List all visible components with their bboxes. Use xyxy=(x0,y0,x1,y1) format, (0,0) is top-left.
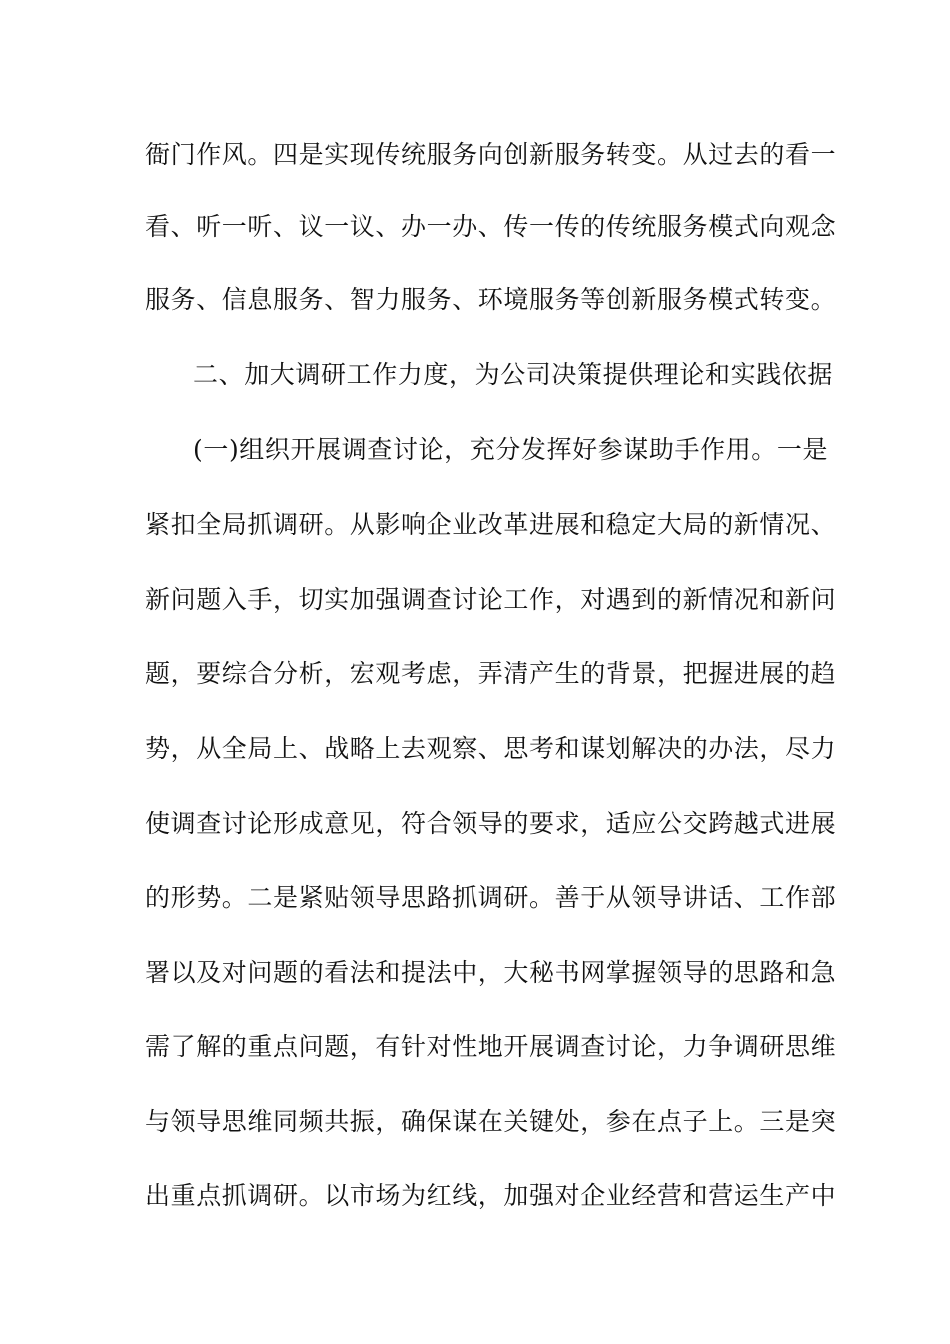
text-line-12: 署以及对问题的看法和提法中，大秘书网掌握领导的思路和急 xyxy=(145,958,837,987)
text-line-8: 题，要综合分析，宏观考虑，弄清产生的背景，把握进展的趋 xyxy=(145,659,837,688)
text-line-9: 势，从全局上、战略上去观察、思考和谋划解决的办法，尽力 xyxy=(145,734,837,763)
text-line-3: 服务、信息服务、智力服务、环境服务等创新服务模式转变。 xyxy=(145,285,837,314)
text-line-2: 看、听一听、议一议、办一办、传一传的传统服务模式向观念 xyxy=(145,212,837,241)
text-line-11: 的形势。二是紧贴领导思路抓调研。善于从领导讲话、工作部 xyxy=(145,883,837,912)
text-line-10: 使调查讨论形成意见，符合领导的要求，适应公交跨越式进展 xyxy=(145,809,837,838)
text-line-5: (一)组织开展调查讨论，充分发挥好参谋助手作用。一是 xyxy=(193,435,829,464)
text-line-7: 新问题入手，切实加强调查讨论工作，对遇到的新情况和新问 xyxy=(145,585,837,614)
text-line-14: 与领导思维同频共振，确保谋在关键处，参在点子上。三是突 xyxy=(145,1107,837,1136)
text-line-15: 出重点抓调研。以市场为红线，加强对企业经营和营运生产中 xyxy=(145,1181,837,1210)
text-line-6: 紧扣全局抓调研。从影响企业改革进展和稳定大局的新情况、 xyxy=(145,510,837,539)
text-line-13: 需了解的重点问题，有针对性地开展调查讨论，力争调研思维 xyxy=(145,1032,837,1061)
text-line-1: 衙门作风。四是实现传统服务向创新服务转变。从过去的看一 xyxy=(145,140,837,169)
section-heading: 二、加大调研工作力度，为公司决策提供理论和实践依据 xyxy=(193,360,834,389)
